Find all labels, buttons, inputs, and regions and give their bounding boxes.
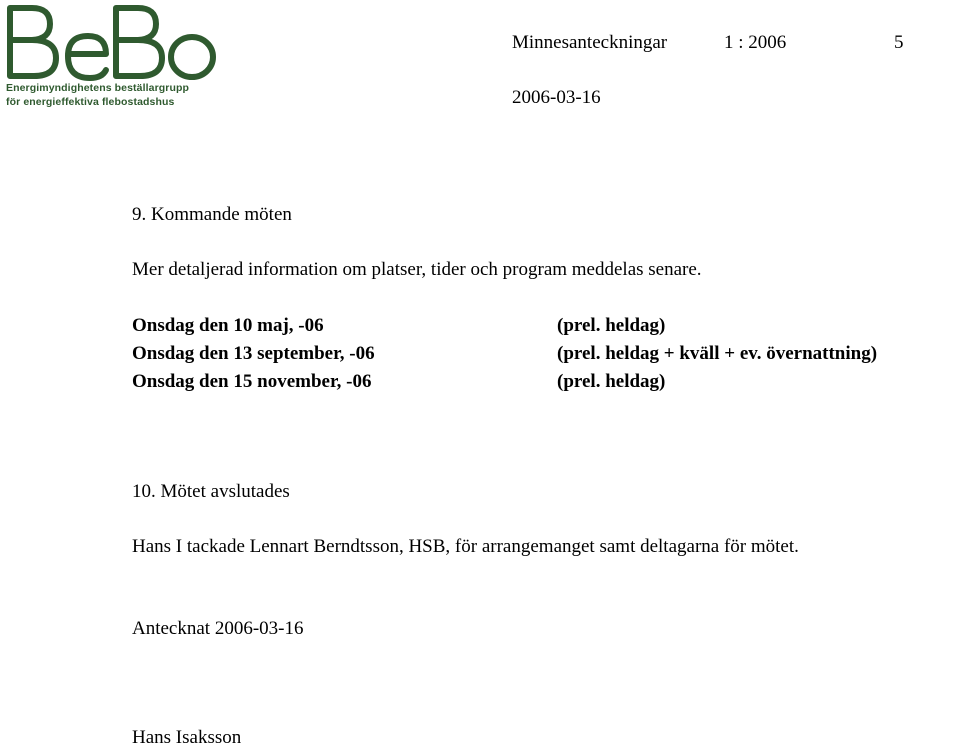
logo-tagline-1: Energimyndighetens beställargrupp [6, 82, 189, 94]
bebo-logo [2, 2, 222, 110]
logo-tagline-2: för energieffektiva flebostadshus [6, 96, 175, 108]
author-name: Hans Isaksson [132, 727, 242, 748]
section-9-intro: Mer detaljerad information om platser, tider och program meddelas senare. [132, 259, 702, 280]
section-10-text: Hans I tackade Lennart Berndtsson, HSB, för arrangemanget samt deltagarna för mötet. [132, 536, 799, 557]
noted-date: Antecknat 2006-03-16 [132, 618, 304, 639]
meeting-date: Onsdag den 15 november, -06 [132, 371, 372, 392]
doc-number: 1 : 2006 [724, 32, 787, 53]
section-10-heading: 10. Mötet avslutades [132, 481, 290, 502]
section-9-heading: 9. Kommande möten [132, 204, 292, 225]
doc-title: Minnesanteckningar [512, 32, 668, 53]
doc-date: 2006-03-16 [512, 87, 601, 108]
meeting-note: (prel. heldag) [557, 315, 666, 336]
meeting-note: (prel. heldag + kväll + ev. övernattning) [557, 343, 878, 364]
page-number: 5 [894, 32, 904, 53]
meeting-date: Onsdag den 10 maj, -06 [132, 315, 324, 336]
meeting-date: Onsdag den 13 september, -06 [132, 343, 375, 364]
bebo-logo-mark [2, 2, 222, 82]
meeting-note: (prel. heldag) [557, 371, 666, 392]
